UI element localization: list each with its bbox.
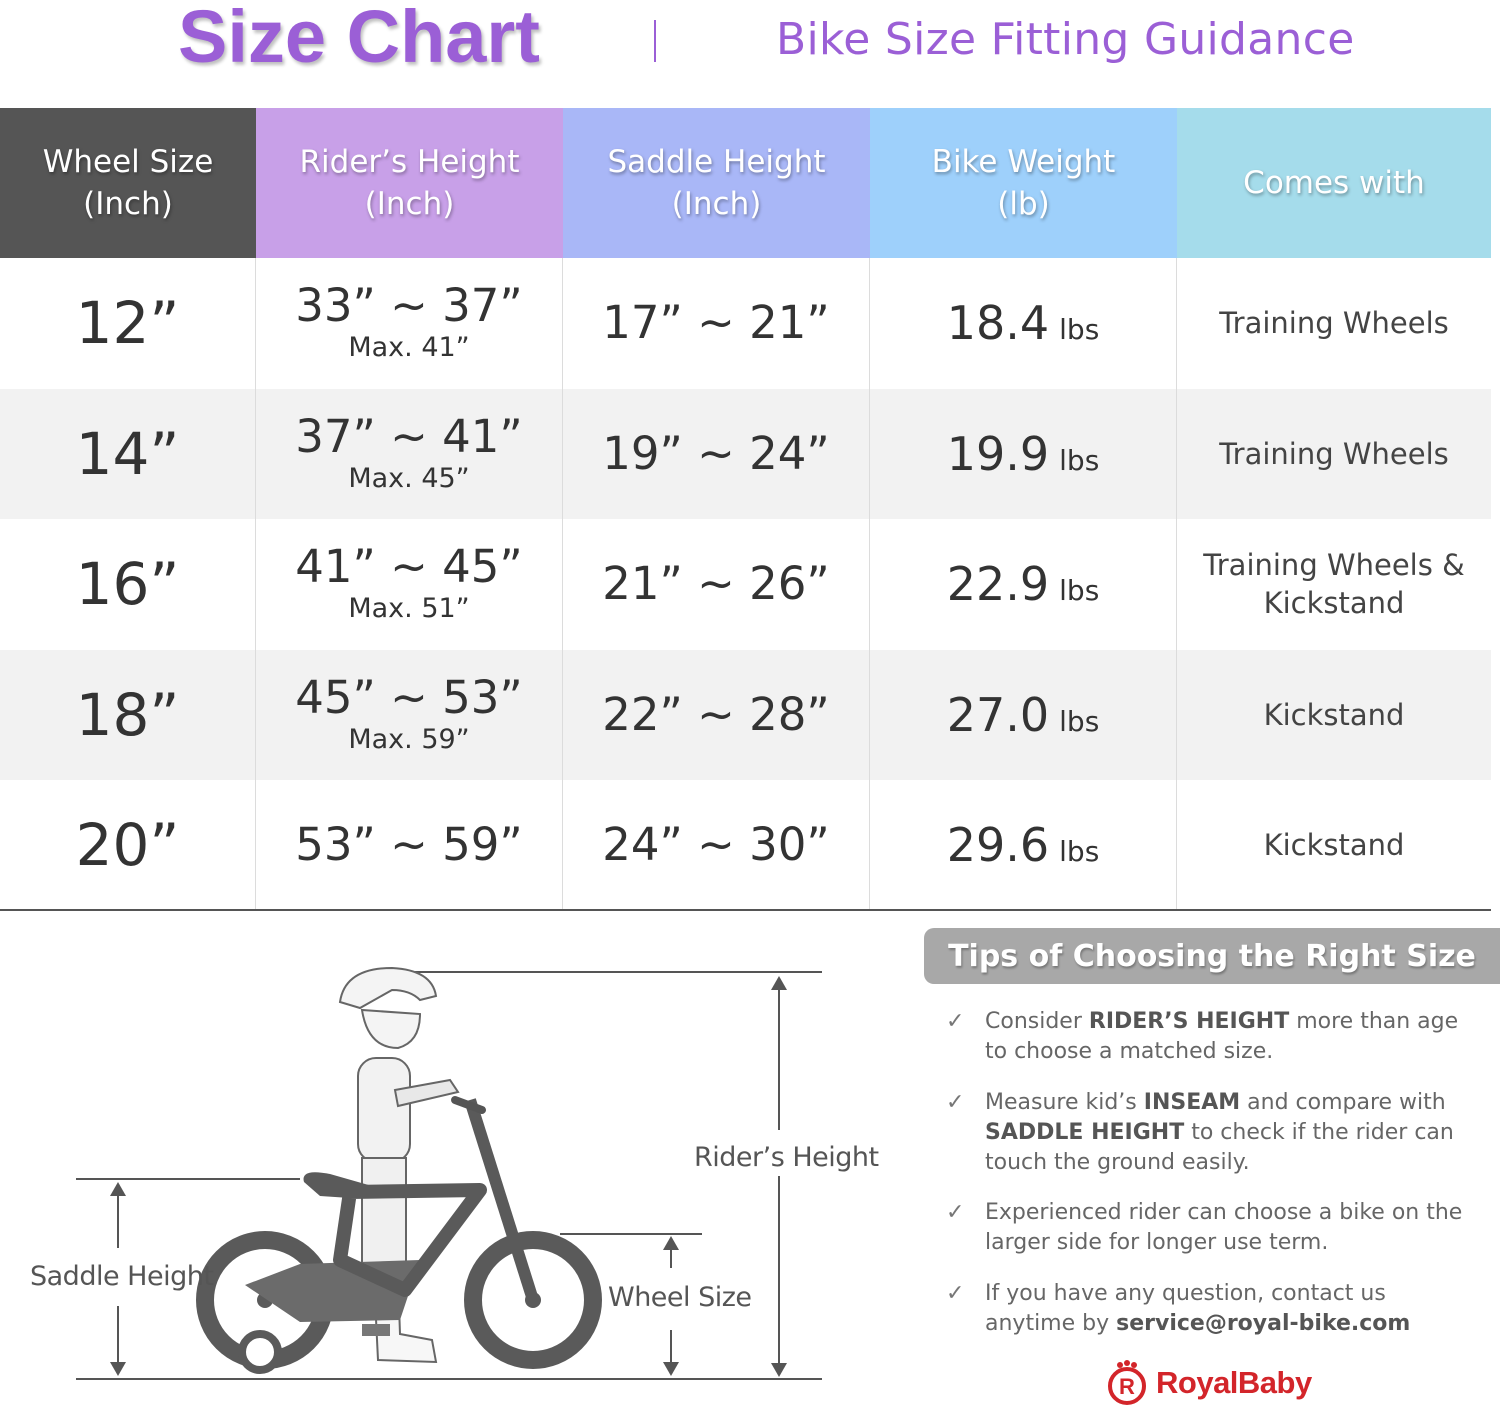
comes-with-cell — [1177, 389, 1491, 520]
header-unit: (Inch) — [83, 186, 173, 222]
tip-emphasis: INSEAM — [1143, 1090, 1241, 1115]
tip-text: Measure kid’s — [985, 1090, 1144, 1115]
riders-height-cell — [256, 780, 563, 911]
header-saddle-height — [563, 108, 870, 258]
bike-weight-cell — [870, 389, 1177, 520]
header-riders-height — [256, 108, 563, 258]
measurement-guides — [76, 972, 822, 1379]
tip-text: If you have any question, contact us anytime by — [985, 1281, 1386, 1336]
header-divider — [654, 20, 656, 62]
comes-with-text: Training Wheels — [1219, 436, 1449, 471]
riders-height-cell — [256, 389, 563, 520]
check-icon: ✓ — [946, 1009, 965, 1034]
header-label: Wheel Size — [42, 144, 214, 180]
comes-with-cell — [1177, 780, 1491, 911]
page-title: Size Chart — [178, 0, 540, 78]
tip-text: Consider — [985, 1009, 1089, 1034]
bike-weight-unit: lbs — [1059, 313, 1100, 347]
riders-height-cell — [256, 650, 563, 781]
size-table — [0, 108, 1491, 911]
tip-item — [946, 1007, 1476, 1067]
bike-weight-unit: lbs — [1059, 704, 1100, 738]
saddle-height-range: 17” ~ 21” — [602, 296, 830, 350]
bike-weight-cell — [870, 780, 1177, 911]
riders-height-range: 33” ~ 37” — [295, 279, 523, 333]
check-icon: ✓ — [946, 1200, 965, 1225]
tips-title: Tips of Choosing the Right Size — [924, 928, 1500, 984]
page-subtitle: Bike Size Fitting Guidance — [776, 14, 1355, 65]
bike-weight-unit: lbs — [1059, 574, 1100, 608]
bike-weight-unit: lbs — [1059, 835, 1100, 869]
tip-text: more than age to choose a matched size. — [985, 1009, 1459, 1064]
bike-weight-unit: lbs — [1059, 443, 1100, 477]
header-label: Rider’s Height — [299, 144, 520, 180]
saddle-height-range: 22” ~ 28” — [602, 687, 830, 741]
tip-item — [946, 1198, 1476, 1258]
riders-height-cell — [256, 258, 563, 389]
wheel-size-cell — [0, 519, 256, 650]
header-bike-weight — [870, 108, 1177, 258]
tip-emphasis: SADDLE HEIGHT — [985, 1120, 1185, 1145]
wheel-size-value: 20” — [75, 811, 180, 880]
wheel-size-cell — [0, 780, 256, 911]
brand-logo — [1104, 1360, 1312, 1406]
bike-weight-value: 19.9 — [946, 426, 1050, 481]
arrow-up-icon — [110, 1182, 126, 1196]
comes-with-text: Training Wheels & — [1203, 548, 1465, 583]
table-row — [0, 780, 1491, 911]
saddle-height-cell — [563, 650, 870, 781]
header-label: Saddle Height — [607, 144, 826, 180]
wheel-size-cell — [0, 258, 256, 389]
header-comes-with — [1177, 108, 1491, 258]
bike-weight-cell — [870, 258, 1177, 389]
header-unit: (Inch) — [671, 186, 762, 222]
riders-height-range: 37” ~ 41” — [295, 409, 523, 463]
brand-name: RoyalBaby — [1156, 1365, 1312, 1400]
arrow-up-icon — [663, 1236, 679, 1250]
bike-weight-value: 18.4 — [946, 296, 1050, 351]
riders-height-max: Max. 41” — [348, 332, 470, 364]
wheel-size-cell — [0, 389, 256, 520]
table-bottom-rule — [0, 909, 1491, 911]
saddle-height-cell — [563, 258, 870, 389]
wheel-size-value: 12” — [75, 289, 180, 358]
arrow-up-icon — [771, 976, 787, 990]
table-row — [0, 258, 1491, 389]
arrow-down-icon — [110, 1362, 126, 1376]
bike-weight-value: 27.0 — [946, 687, 1050, 742]
bike-weight-cell — [870, 519, 1177, 650]
saddle-height-range: 21” ~ 26” — [602, 557, 830, 611]
saddle-height-range: 24” ~ 30” — [602, 818, 830, 872]
svg-text:R: R — [1119, 1374, 1135, 1399]
header-unit: (lb) — [997, 186, 1050, 222]
riders-height-max: Max. 45” — [348, 462, 470, 494]
header-label: Bike Weight — [931, 144, 1116, 180]
helmet-icon — [340, 968, 436, 1008]
table-row — [0, 519, 1491, 650]
contact-email-link[interactable]: service@royal-bike.com — [1116, 1311, 1411, 1336]
legs-icon — [362, 1158, 406, 1276]
bike-weight-value: 29.6 — [946, 818, 1050, 873]
comes-with-cell — [1177, 519, 1491, 650]
comes-with-cell — [1177, 650, 1491, 781]
arrow-down-icon — [663, 1362, 679, 1376]
check-icon: ✓ — [946, 1281, 965, 1306]
comes-with-text: Kickstand — [1263, 697, 1405, 732]
wheel-size-value: 14” — [75, 419, 180, 488]
tip-emphasis: RIDER’S HEIGHT — [1088, 1009, 1290, 1034]
comes-with-cell — [1177, 258, 1491, 389]
training-wheel-icon — [242, 1334, 278, 1370]
tip-item — [946, 1279, 1476, 1339]
royalbaby-crown-icon — [1104, 1360, 1150, 1406]
saddle-height-label: Saddle Height — [30, 1261, 214, 1292]
riders-height-cell — [256, 519, 563, 650]
saddle-height-cell — [563, 389, 870, 520]
riders-height-max: Max. 51” — [348, 593, 470, 625]
tip-text: to check if the rider can touch the ground easily. — [985, 1120, 1454, 1175]
tip-item — [946, 1088, 1476, 1178]
saddle-height-cell — [563, 519, 870, 650]
head-icon — [362, 1010, 420, 1048]
tip-text: and compare with — [1240, 1090, 1446, 1115]
bike-weight-value: 22.9 — [946, 557, 1050, 612]
check-icon: ✓ — [946, 1090, 965, 1115]
handlebar-icon — [455, 1100, 482, 1110]
comes-with-text: Training Wheels — [1219, 306, 1449, 341]
tip-text: Experienced rider can choose a bike on the larger side for longer use term. — [985, 1200, 1463, 1255]
torso-icon — [358, 1058, 410, 1162]
wheel-size-value: 16” — [75, 550, 180, 619]
table-row — [0, 389, 1491, 520]
saddle-height-range: 19” ~ 24” — [602, 426, 830, 480]
header-wheel-size — [0, 108, 256, 258]
saddle-height-cell — [563, 780, 870, 911]
wheel-size-label: Wheel Size — [608, 1282, 752, 1313]
wheel-size-value: 18” — [75, 680, 180, 749]
riders-height-range: 41” ~ 45” — [295, 540, 523, 594]
riders-height-max: Max. 59” — [348, 723, 470, 755]
wheel-size-cell — [0, 650, 256, 781]
bike-weight-cell — [870, 650, 1177, 781]
arrow-down-icon — [771, 1363, 787, 1377]
comes-with-text: Kickstand — [1263, 828, 1405, 863]
riders-height-range: 45” ~ 53” — [295, 670, 523, 724]
header-unit: (Inch) — [364, 186, 455, 222]
comes-with-text-2: Kickstand — [1263, 586, 1405, 621]
header-label: Comes with — [1243, 165, 1425, 201]
table-row — [0, 650, 1491, 781]
table-header-row — [0, 108, 1491, 258]
riders-height-label: Rider’s Height — [694, 1142, 879, 1173]
riders-height-range: 53” ~ 59” — [295, 818, 523, 872]
